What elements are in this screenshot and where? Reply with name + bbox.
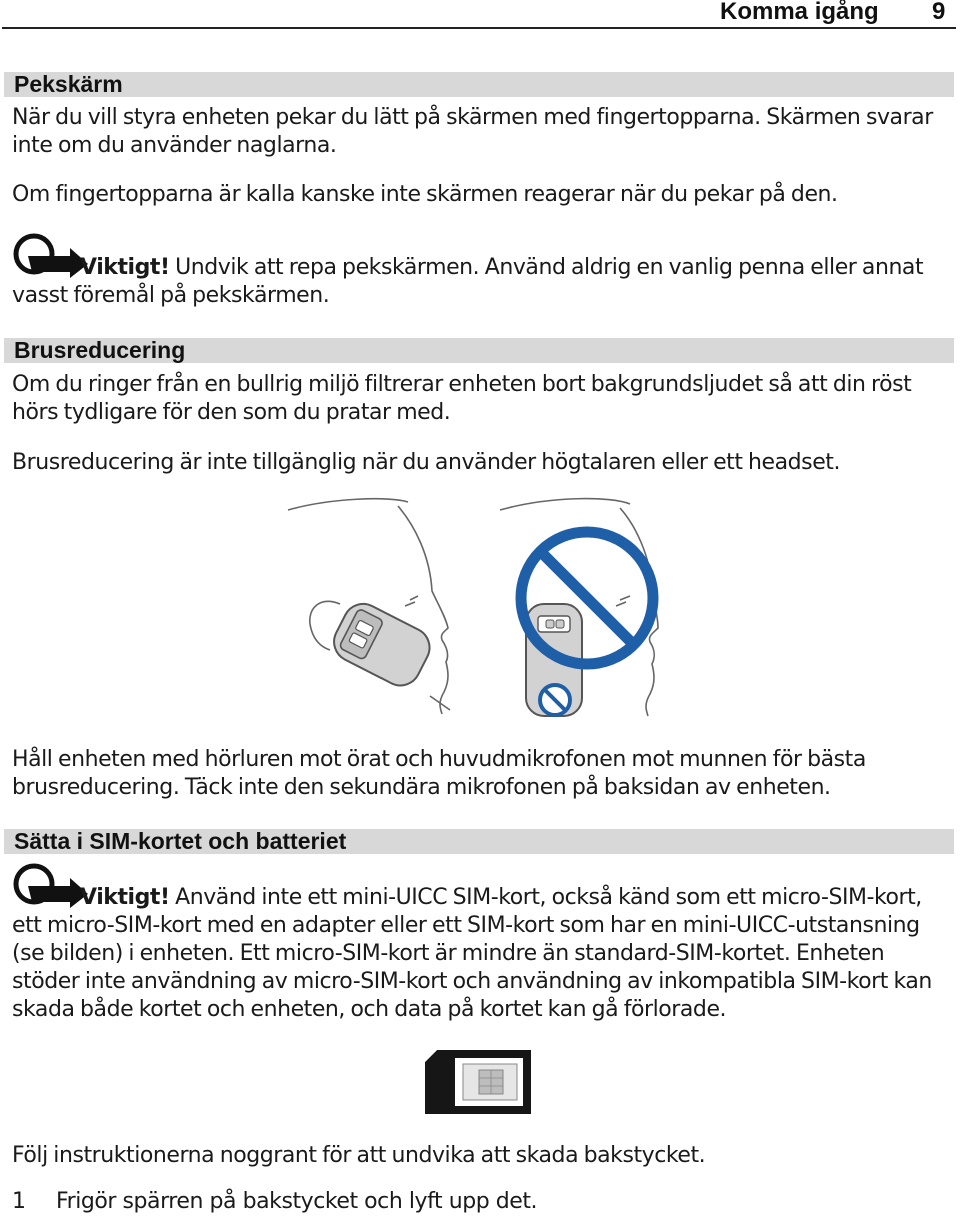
section-bar-pekskarm bbox=[4, 72, 954, 97]
left-phone-illustration bbox=[327, 597, 436, 692]
note-label: Viktigt! bbox=[80, 885, 170, 910]
paragraph: När du vill styra enheten pekar du lätt på skärmen med fingertopparna. Skärmen svarar inte om du använder naglarna. bbox=[12, 105, 933, 158]
chapter-title: Komma igång bbox=[720, 0, 879, 25]
small-prohibited-icon bbox=[540, 685, 570, 715]
header-rule bbox=[2, 27, 956, 29]
paragraph: Om fingertopparna är kalla kanske inte skärmen reagerar när du pekar på den. bbox=[12, 182, 838, 207]
step-number: 1 bbox=[12, 1189, 26, 1214]
page-number: 9 bbox=[932, 0, 946, 25]
section-title-pekskarm: Pekskärm bbox=[14, 71, 123, 97]
note-paragraph bbox=[12, 884, 952, 1024]
phone-usage-illustration bbox=[280, 496, 660, 718]
paragraph: Följ instruktionerna noggrant för att undvika att skada bakstycket. bbox=[12, 1143, 706, 1168]
step-text: Frigör spärren på bakstycket och lyft upp det. bbox=[56, 1189, 538, 1214]
note-label: Viktigt! bbox=[80, 255, 170, 280]
paragraph: Om du ringer från en bullrig miljö filtrerar enheten bort bakgrundsljudet så att din röst hörs tydligare för den som du pratar med. bbox=[12, 372, 912, 425]
note-text: Använd inte ett mini-UICC SIM-kort, också känd som ett micro-SIM-kort, ett micro-SIM-kort med en adapter eller ett SIM-kort som har en mini-UICC-utstansning (se bilden) i enheten. Ett micro-SIM-kort är mindre än standard-SIM-kortet. Enheten stöder inte användning av micro-SIM-kort och användning av inkompatibla SIM-kort kan skada både kortet och enheten, och data på kortet kan gå förlorade. bbox=[12, 885, 932, 1022]
section-title-sim: Sätta i SIM-kortet och batteriet bbox=[14, 828, 347, 854]
prohibited-icon bbox=[521, 532, 653, 664]
note-paragraph bbox=[12, 254, 952, 310]
sim-card-cutout-image bbox=[425, 1050, 531, 1114]
paragraph: Håll enheten med hörluren mot örat och huvudmikrofonen mot munnen för bästa brusreducering. Täck inte den sekundära mikrofonen på baksidan av enheten. bbox=[12, 747, 866, 800]
section-title-brusreducering: Brusreducering bbox=[14, 337, 186, 363]
paragraph: Brusreducering är inte tillgänglig när du använder högtalaren eller ett headset. bbox=[12, 450, 840, 475]
note-text: Undvik att repa pekskärmen. Använd aldrig en vanlig penna eller annat vasst föremål på pekskärmen. bbox=[12, 255, 924, 308]
page-header bbox=[0, 0, 960, 30]
